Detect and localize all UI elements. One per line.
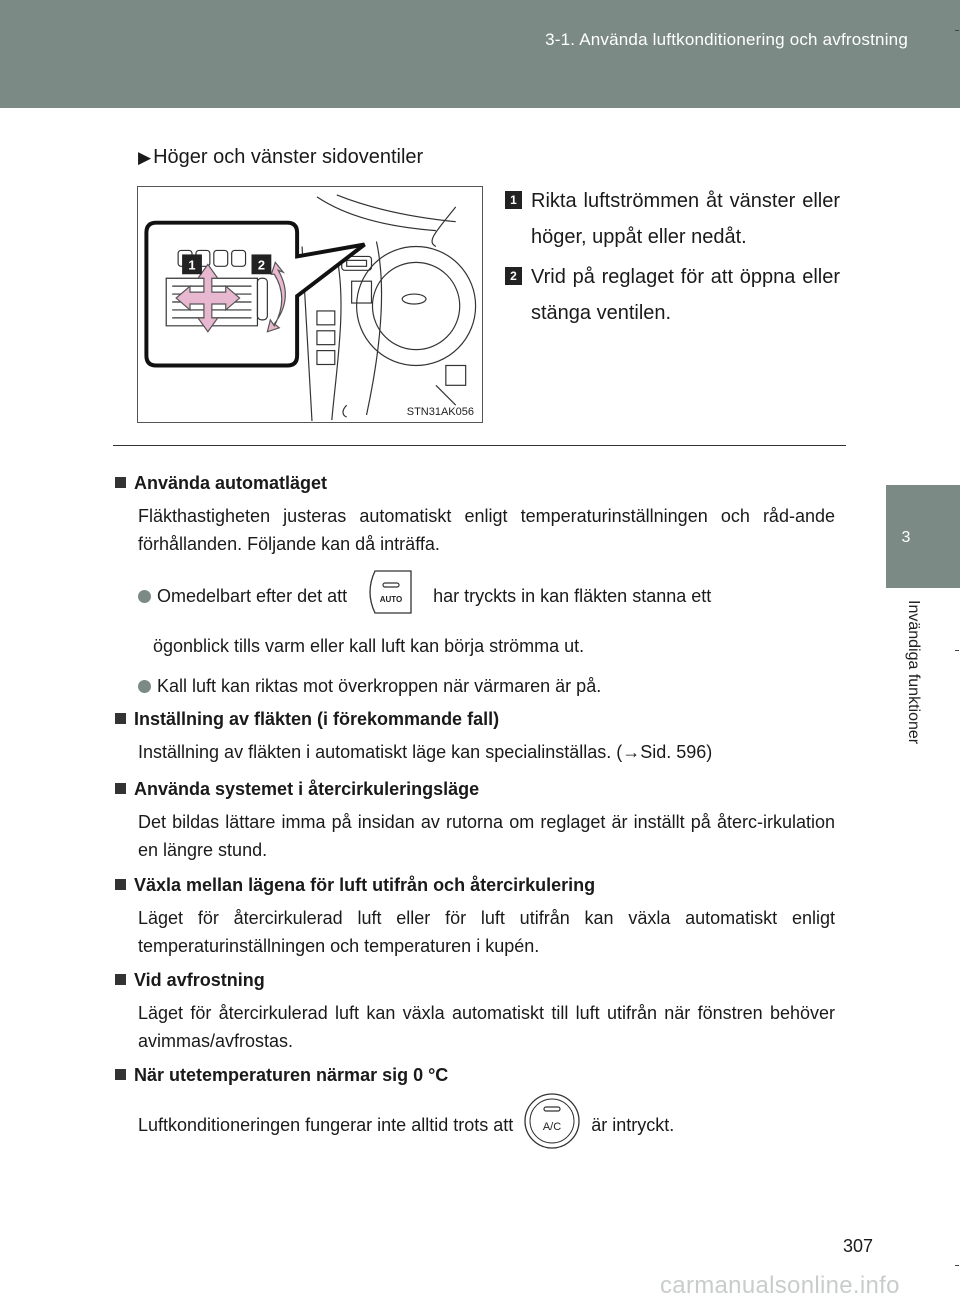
square-bullet-icon	[115, 783, 126, 794]
section-title: 3-1. Använda luftkonditionering och avfrostning	[545, 30, 908, 49]
side-vent-illustration	[137, 186, 483, 423]
square-bullet-icon	[115, 713, 126, 724]
header-band	[0, 0, 960, 108]
watermark: carmanualsonline.info	[660, 1272, 900, 1299]
section-title: Använda automatläget	[115, 470, 835, 496]
section-auto-mode	[115, 470, 835, 700]
section-title: När utetemperaturen närmar sig 0 °C	[115, 1062, 835, 1088]
square-bullet-icon	[115, 1069, 126, 1080]
section-text: Fläkthastigheten justeras automatiskt enligt temperaturinställningen och råd-ande förhållanden. Följande kan då inträffa.	[138, 506, 835, 554]
callout-item	[505, 183, 840, 255]
svg-text:1: 1	[188, 257, 196, 273]
svg-text:A/C: A/C	[543, 1121, 562, 1133]
square-bullet-icon	[115, 879, 126, 890]
callout-list	[505, 183, 840, 331]
crop-mark	[955, 30, 959, 31]
callout-item	[505, 259, 840, 331]
chapter-label: Invändiga funktioner	[905, 600, 922, 745]
svg-text:2: 2	[257, 257, 265, 273]
square-bullet-icon	[115, 477, 126, 488]
section-title: Vid avfrostning	[115, 967, 835, 993]
crop-mark	[955, 1265, 959, 1266]
auto-button-icon	[361, 567, 419, 625]
ac-button-icon	[523, 1092, 581, 1158]
side-vents-heading: ▶ Höger och vänster sidoventiler	[138, 146, 424, 168]
dashboard-drawing	[138, 187, 482, 422]
figure-code: STN31AK056	[406, 406, 474, 418]
bullet-continuation: ögonblick tills varm eller kall luft kan börja strömma ut.	[153, 636, 585, 656]
callout-number: 2	[505, 267, 522, 285]
section-divider	[113, 445, 846, 446]
bullet-item: Kall luft kan riktas mot överkroppen när värmaren är på.	[138, 672, 835, 700]
section-fan-setting	[115, 706, 835, 766]
crop-mark	[955, 650, 959, 651]
section-text: Inställning av fläkten i automatiskt läge kan specialinställas. (→Sid. 596)	[138, 742, 713, 762]
section-title: Inställning av fläkten (i förekommande fall)	[115, 706, 835, 732]
section-outside-temperature	[115, 1062, 835, 1158]
section-text: Luftkonditioneringen fungerar inte alltid trots att A/C är intryckt.	[138, 1092, 835, 1158]
round-bullet-icon	[138, 680, 151, 693]
section-text: Det bildas lättare imma på insidan av rutorna om reglaget är inställt på återc-irkulation en längre stund.	[138, 812, 835, 860]
section-title: Använda systemet i återcirkuleringsläge	[115, 776, 835, 802]
callout-number: 1	[505, 191, 522, 209]
callout-text: Rikta luftströmmen åt vänster eller höger, uppåt eller nedåt.	[531, 190, 840, 248]
svg-text:AUTO: AUTO	[379, 595, 403, 604]
section-defrost	[115, 967, 835, 1055]
page-number: 307	[843, 1236, 874, 1256]
section-mode-switch	[115, 872, 835, 960]
figure-marker-2	[251, 254, 271, 274]
figure-marker-1	[182, 254, 202, 274]
section-text: Läget för återcirkulerad luft eller för luft utifrån kan växla automatiskt enligt temperaturinställningen och temperaturen i kupén.	[138, 908, 835, 956]
bullet-item: Omedelbart efter det att AUTO har tryckts in kan fläkten stanna ett	[138, 572, 835, 620]
section-recirculation	[115, 776, 835, 864]
square-bullet-icon	[115, 974, 126, 985]
triangle-icon: ▶	[138, 148, 152, 167]
round-bullet-icon	[138, 590, 151, 603]
section-title: Växla mellan lägena för luft utifrån och återcirkulering	[115, 872, 835, 898]
callout-text: Vrid på reglaget för att öppna eller stänga ventilen.	[531, 266, 840, 324]
section-text: Läget för återcirkulerad luft kan växla automatiskt till luft utifrån när fönstren behöver avimmas/avfrostas.	[138, 1003, 835, 1051]
chapter-number: 3	[901, 529, 911, 546]
chapter-tab[interactable]	[886, 485, 960, 588]
